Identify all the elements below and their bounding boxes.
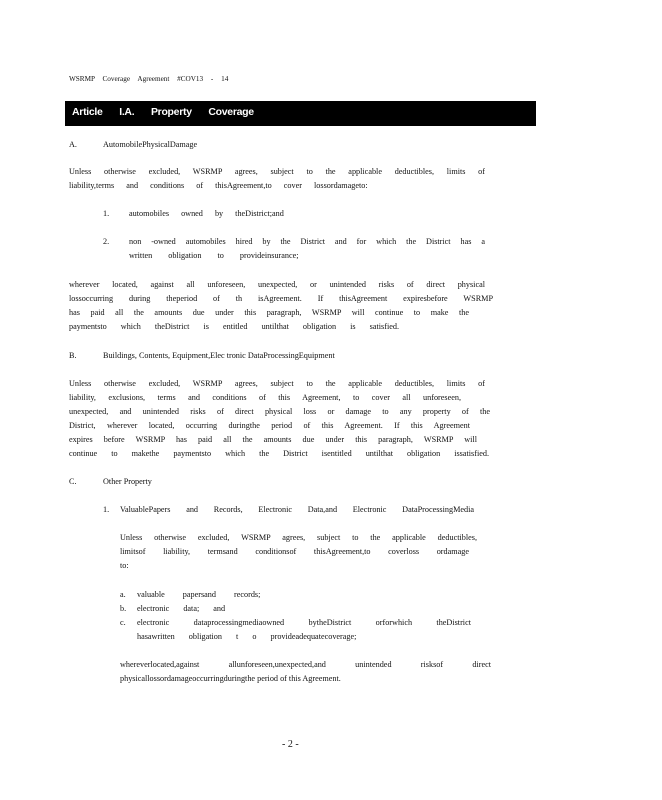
section-b-text-line: District, wherever located, occurring duringthe period of this Agreement. If this Agreement [69,421,470,430]
running-header: WSRMP Coverage Agreement #COV13 - 14 [69,75,229,83]
section-a-number: A. [69,140,77,149]
list-marker: b. [120,604,127,613]
section-b-text-line: liability, exclusions, terms and conditions of this Agreement, to cover all unforeseen, [69,393,461,402]
section-b-number: B. [69,351,77,360]
list-marker: c. [120,618,126,627]
section-a-item: written obligation to provideinsurance; [129,251,299,260]
section-a-heading: AutomobilePhysicalDamage [103,140,198,149]
list-item: electronic dataprocessingmediaowned bytheDistrict orforwhich theDistrict [137,618,471,627]
section-c-text-line: physicallossordamageoccurringduringthe period of this Agreement. [120,674,341,683]
section-a-text-line: has paid all the amounts due under this paragraph, WSRMP will continue to make the [69,308,469,317]
section-a-item: automobiles owned by theDistrict;and [129,209,284,218]
section-a-text-line: wherever located, against all unforeseen, unexpected, or unintended risks of direct physical [69,280,485,289]
section-a-item: non -owned automobiles hired by the District and for which the District has a [129,237,485,246]
list-item: hasawritten obligation t o provideadequatecoverage; [137,632,357,641]
section-a-item-number: 2. [103,237,110,246]
list-marker: a. [120,590,126,599]
page-number: - 2 - [282,739,299,750]
section-a-intro-line: liability,terms and conditions of thisAgreement,to cover lossordamageto: [69,181,368,190]
section-a-item-number: 1. [103,209,110,218]
section-a-intro-line: Unless otherwise excluded, WSRMP agrees, subject to the applicable deductibles, limits of [69,167,485,176]
section-c-text-line: to: [120,561,129,570]
section-a-text-line: paymentsto which theDistrict is entitled untilthat obligation is satisfied. [69,322,399,331]
section-a-text-line: lossoccurring during theperiod of th isAgreement. If thisAgreement expiresbefore WSRMP [69,294,493,303]
list-item: electronic data; and [137,604,226,613]
section-b-text-line: continue to makethe paymentsto which the District isentitled untilthat obligation issatisfied. [69,449,489,458]
section-c-text-line: Unless otherwise excluded, WSRMP agrees, subject to the applicable deductibles, [120,533,477,542]
article-title: Article I.A. Property Coverage [72,106,254,118]
section-b-text-line: unexpected, and unintended risks of direct physical loss or damage to any property of the [69,407,490,416]
section-b-heading: Buildings, Contents, Equipment,Elec tronic DataProcessingEquipment [103,351,335,360]
section-c-heading: Other Property [103,477,152,486]
section-c-sub-heading: ValuablePapers and Records, Electronic Data,and Electronic DataProcessingMedia [120,505,474,514]
section-c-sub-number: 1. [103,505,110,514]
section-c-text-line: limitsof liability, termsand conditionsof thisAgreement,to coverloss ordamage [120,547,469,556]
section-c-text-line: whereverlocated,against allunforeseen,unexpected,and unintended risksof direct [120,660,491,669]
section-c-number: C. [69,477,77,486]
list-item: valuable papersand records; [137,590,261,599]
article-title-bar [65,101,536,126]
section-b-text-line: Unless otherwise excluded, WSRMP agrees, subject to the applicable deductibles, limits of [69,379,485,388]
section-b-text-line: expires before WSRMP has paid all the amounts due under this paragraph, WSRMP will [69,435,477,444]
